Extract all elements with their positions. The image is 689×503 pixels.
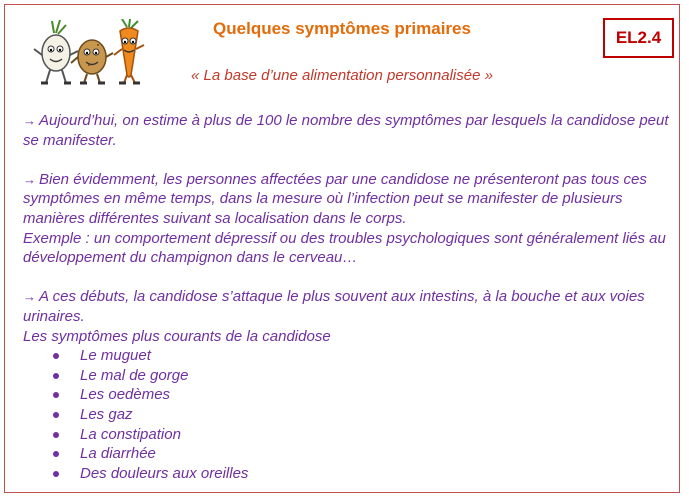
paragraph-symptoms bbox=[23, 287, 673, 483]
symptoms-heading: Les symptômes plus courants de la candidose bbox=[23, 327, 331, 345]
bullet-icon bbox=[53, 353, 59, 359]
paragraph-intro bbox=[23, 111, 673, 150]
bullet-icon bbox=[53, 373, 59, 379]
bullet-icon bbox=[53, 392, 59, 398]
paragraph-symptoms-text: A ces débuts, la candidose s’attaque le plus souvent aux intestins, à la bouche et aux voies urinaires. bbox=[23, 288, 645, 325]
content-frame bbox=[4, 4, 680, 493]
list-item bbox=[23, 405, 673, 425]
symptom-label: La constipation bbox=[80, 425, 181, 443]
symptoms-list bbox=[23, 346, 673, 483]
paragraph-intro-text: Aujourd’hui, on estime à plus de 100 le nombre des symptômes par lesquels la candidose peut se manifester. bbox=[23, 112, 669, 149]
list-item bbox=[23, 444, 673, 464]
code-label: EL2.4 bbox=[615, 28, 662, 47]
page-title: Quelques symptômes primaires bbox=[213, 19, 471, 38]
bullet-icon bbox=[53, 471, 59, 477]
symptom-label: La diarrhée bbox=[80, 445, 156, 463]
bullet-icon bbox=[53, 451, 59, 457]
bullet-icon bbox=[53, 412, 59, 418]
paragraph-variability-text: Bien évidemment, les personnes affectées par une candidose ne présenteront pas tous ces symptômes en même temps, dans la mesure où l’infection peut se manifester de plusieurs manières différentes suivant sa localisation dans le corps. bbox=[23, 170, 647, 227]
arrow-icon: → bbox=[23, 113, 36, 128]
symptom-label: Les gaz bbox=[80, 405, 133, 423]
arrow-icon: → bbox=[23, 289, 36, 305]
list-item bbox=[23, 346, 673, 366]
arrow-icon: → bbox=[23, 171, 36, 187]
page-subtitle: « La base d’une alimentation personnalisée » bbox=[191, 67, 493, 84]
code-badge bbox=[603, 18, 674, 58]
symptom-label: Le mal de gorge bbox=[80, 366, 189, 384]
symptom-label: Les oedèmes bbox=[80, 386, 171, 404]
symptom-label: Le muguet bbox=[80, 347, 151, 365]
paragraph-variability bbox=[23, 170, 673, 268]
list-item bbox=[23, 464, 673, 484]
list-item bbox=[23, 366, 673, 386]
main-content bbox=[23, 111, 673, 483]
symptom-label: Des douleurs aux oreilles bbox=[80, 464, 249, 482]
list-item bbox=[23, 385, 673, 405]
paragraph-example-text: Exemple : un comportement dépressif ou des troubles psychologiques sont généralement liés au développement du champignon dans le cerveau… bbox=[23, 229, 666, 267]
bullet-icon bbox=[53, 432, 59, 438]
list-item bbox=[23, 425, 673, 445]
